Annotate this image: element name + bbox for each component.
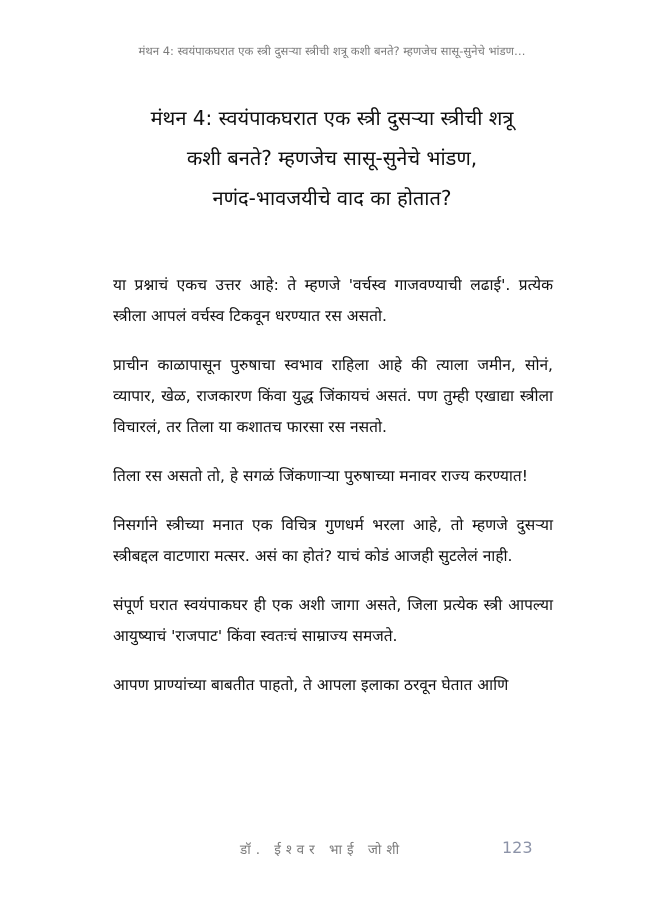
paragraph-3: तिला रस असतो तो, हे सगळं जिंकणाऱ्या पुरुषाच्या मनावर राज्य करण्यात! bbox=[113, 467, 528, 485]
paragraph-4: निसर्गाने स्त्रीच्या मनात एक विचित्र गुणधर्म भरला आहे, तो म्हणजे दुसऱ्या स्त्रीबद्दल वाटणारा मत्सर. असं का होतं? याचं कोडं आजही सुटलेलं नाही. bbox=[113, 516, 553, 565]
paragraph-6: आपण प्राण्यांच्या बाबतीत पाहतो, ते आपला इलाका ठरवून घेतात आणि bbox=[113, 676, 509, 694]
body-text bbox=[113, 270, 553, 719]
footer-author: डॉ. ईश्वर भाई जोशी bbox=[240, 842, 405, 858]
chapter-title-line-2: कशी बनते? म्हणजेच सासू-सुनेचे भांडण, bbox=[186, 146, 478, 170]
page-number: 123 bbox=[502, 838, 533, 857]
paragraph-1: या प्रश्नाचं एकच उत्तर आहे: ते म्हणजे 'वर्चस्व गाजवण्याची लढाई'. प्रत्येक स्त्रीला आपलं वर्चस्व टिकवून धरण्यात रस असतो. bbox=[113, 276, 553, 325]
chapter-title bbox=[90, 98, 574, 218]
chapter-title-line-3: नणंद-भावजयीचे वाद का होतात? bbox=[212, 186, 452, 210]
paragraph-2: प्राचीन काळापासून पुरुषाचा स्वभाव राहिला आहे की त्याला जमीन, सोनं, व्यापार, खेळ, राजकारण किंवा युद्ध जिंकायचं असतं. पण तुम्ही एखाद्या स्त्रीला विचारलं, तर तिला या कशातच फारसा रस नसतो. bbox=[113, 356, 553, 436]
chapter-title-line-1: मंथन 4: स्वयंपाकघरात एक स्त्री दुसऱ्या स्त्रीची शत्रू bbox=[150, 106, 514, 130]
paragraph-5: संपूर्ण घरात स्वयंपाकघर ही एक अशी जागा असते, जिला प्रत्येक स्त्री आपल्या आयुष्याचं 'राजपाट' किंवा स्वतःचं साम्राज्य समजते. bbox=[113, 596, 553, 645]
running-header: मंथन 4: स्वयंपाकघरात एक स्त्री दुसऱ्या स्त्रीची शत्रू कशी बनते? म्हणजेच सासू-सुनेचे भांडण… bbox=[138, 44, 526, 58]
